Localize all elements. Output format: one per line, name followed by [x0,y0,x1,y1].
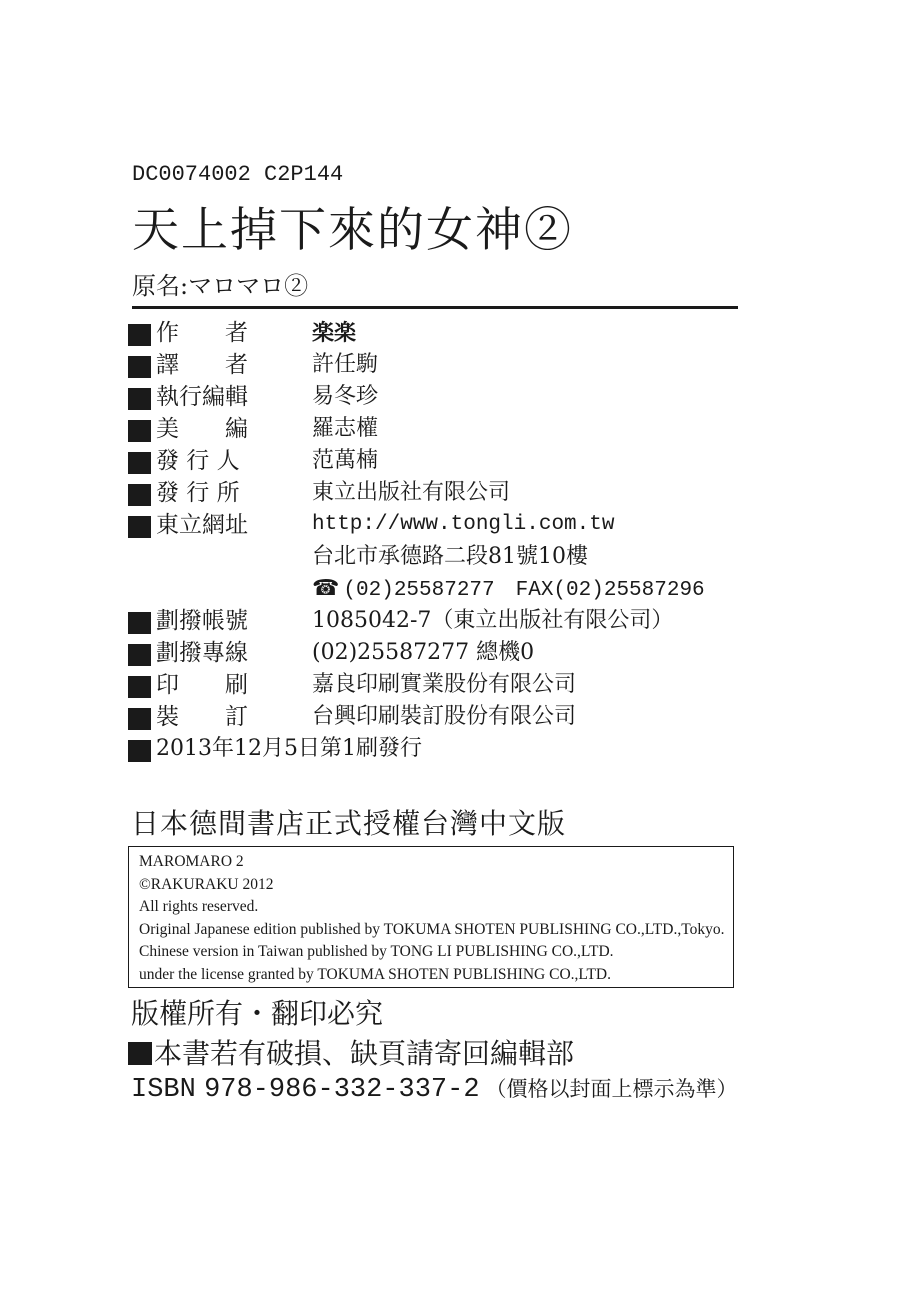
price-note: （價格以封面上標示為準） [485,1077,738,1101]
credit-label: 作 者 [156,320,248,346]
copyright-line: MAROMARO 2 [139,853,244,870]
phone-fax [312,573,705,607]
bullet-square [128,1042,152,1065]
credit-row-publisher [128,445,768,477]
credit-row-publishing-house [128,477,768,509]
bullet-square [128,420,151,442]
phone-row [128,573,768,605]
bullet-square [128,452,151,474]
bullet-square [128,388,151,410]
rights-reserved: 版權所有・翻印必究 [131,997,384,1030]
credit-row-website [128,509,768,541]
damage-notice-text: 本書若有破損、缺頁請寄回編輯部 [154,1037,575,1070]
copyright-line: Chinese version in Taiwan published by TONG LI PUBLISHING CO.,LTD. [139,943,614,960]
bullet-square [128,708,151,730]
credit-label: 劃撥帳號 [156,608,248,634]
book-title: 天上掉下來的女神② [132,203,573,258]
credit-row-printer [128,669,768,701]
bullet-square [128,356,151,378]
credit-label: 劃撥專線 [156,640,248,666]
website-url: http://www.tongli.com.tw [312,513,615,536]
credit-row-translator [128,349,768,381]
credit-row-binder [128,701,768,733]
credit-label: 執行編輯 [156,384,248,410]
credit-value: 楽楽 [312,320,357,346]
credit-value: (02)25587277 總機0 [312,640,535,665]
address: 台北市承德路二段81號10樓 [312,544,588,569]
credit-value: 東立出版社有限公司 [312,480,511,505]
credit-row-transfer-line [128,637,768,669]
credit-value: 許任駒 [312,352,379,377]
isbn-line [131,1073,738,1105]
credit-row-designer [128,413,768,445]
bullet-square [128,324,151,346]
bullet-square [128,740,151,762]
credit-value: 台興印刷裝訂股份有限公司 [312,704,577,729]
credit-label: 發 行 所 [156,480,240,506]
credit-value: 嘉良印刷實業股份有限公司 [312,672,577,697]
credit-label: 印 刷 [156,672,248,698]
publish-date: 2013年12月5日第1刷發行 [156,736,422,761]
phone-fax-text: (02)25587277 FAX(02)25587296 [343,579,705,602]
credit-value: 范萬楠 [312,448,379,473]
credit-row-author [128,317,768,349]
telephone-icon: ☎ [312,576,340,601]
credit-value: 易冬珍 [312,384,379,409]
title-divider [132,306,738,309]
copyright-line: All rights reserved. [139,898,259,915]
copyright-line: under the license granted by TOKUMA SHOTEN PUBLISHING CO.,LTD. [139,965,611,983]
address-row [128,541,768,573]
bullet-square [128,644,151,666]
credits-list [128,317,768,765]
credit-value: 羅志權 [312,416,379,441]
copyright-line: Original Japanese edition published by TOKUMA SHOTEN PUBLISHING CO.,LTD.,Tokyo. [139,920,725,938]
bullet-square [128,612,151,634]
credit-row-transfer-account [128,605,768,637]
credit-row-editor [128,381,768,413]
license-statement: 日本德間書店正式授權台灣中文版 [131,807,567,840]
credit-label: 裝 訂 [156,704,248,730]
copyright-line: ©RAKURAKU 2012 [139,875,274,893]
bullet-square [128,516,151,538]
publish-date-row [128,733,768,765]
isbn-number: 978-986-332-337-2 [204,1075,480,1105]
isbn-label: ISBN [131,1075,196,1105]
credit-label: 東立網址 [156,512,248,538]
credit-value: 1085042-7（東立出版社有限公司） [312,608,674,633]
bullet-square [128,676,151,698]
copyright-box [128,846,734,988]
bullet-square [128,484,151,506]
original-title: 原名:マロマロ② [132,272,309,300]
credit-label: 發 行 人 [156,448,240,474]
credit-label: 譯 者 [156,352,248,378]
damage-notice [128,1032,574,1072]
product-code: DC0074002 C2P144 [132,162,344,187]
credit-label: 美 編 [156,416,248,442]
